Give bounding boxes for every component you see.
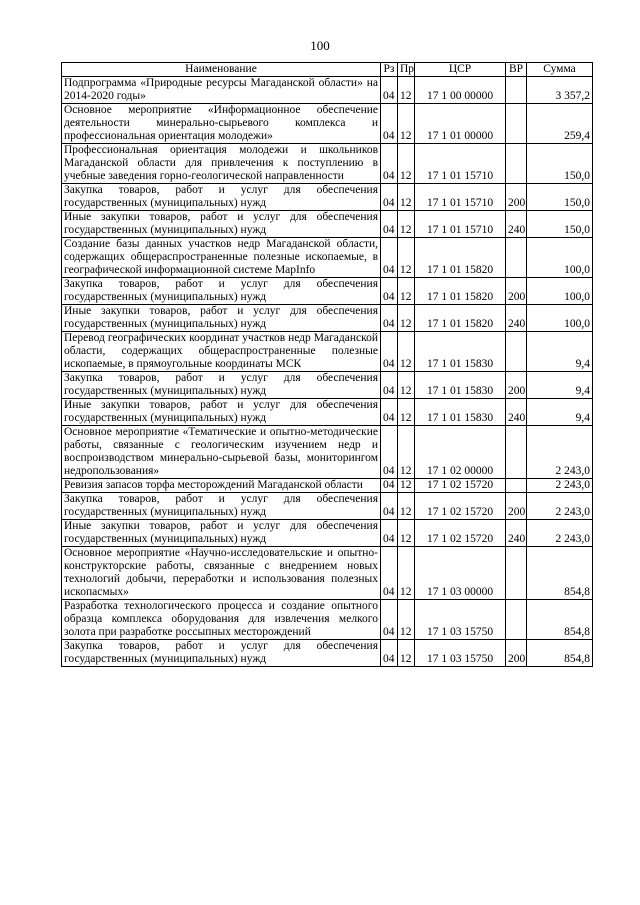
- row-vr: [506, 104, 527, 144]
- row-csr: 17 1 02 15720: [415, 520, 506, 547]
- row-sum: 150,0: [527, 184, 593, 211]
- table-row: [62, 77, 593, 104]
- row-vr: 200: [506, 372, 527, 399]
- row-vr: 200: [506, 640, 527, 667]
- row-pr: 12: [398, 479, 415, 493]
- row-csr: 17 1 01 15710: [415, 211, 506, 238]
- table-body: [62, 77, 593, 667]
- table-row: [62, 600, 593, 640]
- row-rz: 04: [381, 77, 398, 104]
- row-sum: 259,4: [527, 104, 593, 144]
- table-row: [62, 184, 593, 211]
- row-rz: 04: [381, 547, 398, 600]
- row-rz: 04: [381, 426, 398, 479]
- row-csr: 17 1 01 15820: [415, 305, 506, 332]
- row-rz: 04: [381, 332, 398, 372]
- row-vr: 200: [506, 493, 527, 520]
- row-csr: 17 1 03 15750: [415, 640, 506, 667]
- row-pr: 12: [398, 144, 415, 184]
- row-vr: [506, 600, 527, 640]
- row-vr: 240: [506, 305, 527, 332]
- row-pr: 12: [398, 372, 415, 399]
- row-csr: 17 1 00 00000: [415, 77, 506, 104]
- row-sum: 2 243,0: [527, 479, 593, 493]
- row-sum: 9,4: [527, 399, 593, 426]
- table-row: [62, 278, 593, 305]
- row-csr: 17 1 01 15830: [415, 332, 506, 372]
- row-name: Закупка товаров, работ и услуг для обеспечения государственных (муниципальных) нужд: [62, 493, 381, 520]
- row-vr: [506, 332, 527, 372]
- row-sum: 150,0: [527, 144, 593, 184]
- row-rz: 04: [381, 238, 398, 278]
- row-csr: 17 1 01 15710: [415, 144, 506, 184]
- row-csr: 17 1 03 15750: [415, 600, 506, 640]
- header-name: Наименование: [62, 63, 381, 77]
- row-csr: 17 1 01 00000: [415, 104, 506, 144]
- table-row: [62, 426, 593, 479]
- row-sum: 854,8: [527, 600, 593, 640]
- row-sum: 3 357,2: [527, 77, 593, 104]
- row-vr: [506, 426, 527, 479]
- row-name: Перевод географических координат участков недр Магаданской области, содержащих общераспространенные полезные ископаемые, в прямоугольные координаты МСК: [62, 332, 381, 372]
- header-vr: ВР: [506, 63, 527, 77]
- row-name: Основное мероприятие «Научно-исследовательские и опытно-конструкторские работы, связанные с внедрением новых технологий добычи, переработки и использования полезных ископасмых»: [62, 547, 381, 600]
- row-sum: 100,0: [527, 305, 593, 332]
- row-pr: 12: [398, 426, 415, 479]
- row-pr: 12: [398, 332, 415, 372]
- row-name: Основное мероприятие «Тематические и опытно-методические работы, связанные с геологическим изучением недр и воспроизводством минерально-сырьевой базы, мониторингом недропользования»: [62, 426, 381, 479]
- row-csr: 17 1 03 00000: [415, 547, 506, 600]
- row-sum: 854,8: [527, 640, 593, 667]
- table-row: [62, 144, 593, 184]
- table-row: [62, 332, 593, 372]
- row-pr: 12: [398, 77, 415, 104]
- row-csr: 17 1 01 15820: [415, 238, 506, 278]
- row-csr: 17 1 02 15720: [415, 493, 506, 520]
- row-pr: 12: [398, 520, 415, 547]
- row-name: Закупка товаров, работ и услуг для обеспечения государственных (муниципальных) нужд: [62, 278, 381, 305]
- row-pr: 12: [398, 278, 415, 305]
- row-rz: 04: [381, 211, 398, 238]
- page-number: 100: [310, 38, 330, 53]
- row-name: Иные закупки товаров, работ и услуг для обеспечения государственных (муниципальных) нужд: [62, 520, 381, 547]
- table-row: [62, 399, 593, 426]
- row-csr: 17 1 02 15720: [415, 479, 506, 493]
- row-rz: 04: [381, 372, 398, 399]
- row-pr: 12: [398, 104, 415, 144]
- row-pr: 12: [398, 184, 415, 211]
- row-rz: 04: [381, 479, 398, 493]
- row-csr: 17 1 01 15830: [415, 399, 506, 426]
- table-row: [62, 493, 593, 520]
- table-header-row: [62, 63, 593, 77]
- row-vr: 240: [506, 399, 527, 426]
- table-row: [62, 372, 593, 399]
- row-rz: 04: [381, 278, 398, 305]
- row-vr: [506, 77, 527, 104]
- row-rz: 04: [381, 520, 398, 547]
- row-vr: 240: [506, 520, 527, 547]
- row-pr: 12: [398, 493, 415, 520]
- row-vr: 200: [506, 184, 527, 211]
- row-csr: 17 1 02 00000: [415, 426, 506, 479]
- row-sum: 150,0: [527, 211, 593, 238]
- row-sum: 9,4: [527, 332, 593, 372]
- row-sum: 100,0: [527, 278, 593, 305]
- row-name: Иные закупки товаров, работ и услуг для обеспечения государственных (муниципальных) нужд: [62, 211, 381, 238]
- row-sum: 854,8: [527, 547, 593, 600]
- header-csr: ЦСР: [415, 63, 506, 77]
- row-vr: [506, 547, 527, 600]
- table-row: [62, 104, 593, 144]
- row-pr: 12: [398, 211, 415, 238]
- row-csr: 17 1 01 15820: [415, 278, 506, 305]
- row-vr: [506, 238, 527, 278]
- row-sum: 9,4: [527, 372, 593, 399]
- row-vr: [506, 144, 527, 184]
- row-sum: 100,0: [527, 238, 593, 278]
- row-pr: 12: [398, 640, 415, 667]
- table-row: [62, 479, 593, 493]
- row-name: Иные закупки товаров, работ и услуг для обеспечения государственных (муниципальных) нужд: [62, 305, 381, 332]
- row-sum: 2 243,0: [527, 493, 593, 520]
- row-name: Разработка технологического процесса и создание опытного образца комплекса оборудования для извлечения мелкого золота при разработке россыпных месторождений: [62, 600, 381, 640]
- row-name: Ревизия запасов торфа месторождений Магаданской области: [62, 479, 381, 493]
- row-name: Иные закупки товаров, работ и услуг для обеспечения государственных (муниципальных) нужд: [62, 399, 381, 426]
- row-name: Закупка товаров, работ и услуг для обеспечения государственных (муниципальных) нужд: [62, 372, 381, 399]
- row-pr: 12: [398, 399, 415, 426]
- row-csr: 17 1 01 15710: [415, 184, 506, 211]
- table-row: [62, 211, 593, 238]
- row-pr: 12: [398, 600, 415, 640]
- table-row: [62, 547, 593, 600]
- row-vr: [506, 479, 527, 493]
- row-pr: 12: [398, 305, 415, 332]
- row-rz: 04: [381, 640, 398, 667]
- row-rz: 04: [381, 600, 398, 640]
- row-name: Создание базы данных участков недр Магаданской области, содержащих общераспространенные полезные ископаемые, в географической информационной системе MapInfo: [62, 238, 381, 278]
- table-row: [62, 640, 593, 667]
- row-rz: 04: [381, 493, 398, 520]
- row-vr: 200: [506, 278, 527, 305]
- header-pr: Пр: [398, 63, 415, 77]
- header-rz: Рз: [381, 63, 398, 77]
- row-name: Основное мероприятие «Информационное обеспечение деятельности минерально-сырьевого комплекса и профессиональная ориентация молодежи»: [62, 104, 381, 144]
- row-sum: 2 243,0: [527, 520, 593, 547]
- row-vr: 240: [506, 211, 527, 238]
- row-rz: 04: [381, 184, 398, 211]
- row-pr: 12: [398, 238, 415, 278]
- row-name: Подпрограмма «Природные ресурсы Магаданской области» на 2014-2020 годы»: [62, 77, 381, 104]
- row-rz: 04: [381, 305, 398, 332]
- row-name: Профессиональная ориентация молодежи и школьников Магаданской области для привлечения к поступлению в учебные заведения горно-геологической направленности: [62, 144, 381, 184]
- row-name: Закупка товаров, работ и услуг для обеспечения государственных (муниципальных) нужд: [62, 184, 381, 211]
- table-row: [62, 238, 593, 278]
- row-rz: 04: [381, 104, 398, 144]
- table-row: [62, 305, 593, 332]
- row-rz: 04: [381, 144, 398, 184]
- row-name: Закупка товаров, работ и услуг для обеспечения государственных (муниципальных) нужд: [62, 640, 381, 667]
- row-sum: 2 243,0: [527, 426, 593, 479]
- row-csr: 17 1 01 15830: [415, 372, 506, 399]
- budget-table: [61, 62, 593, 667]
- row-rz: 04: [381, 399, 398, 426]
- table-row: [62, 520, 593, 547]
- row-pr: 12: [398, 547, 415, 600]
- header-sum: Сумма: [527, 63, 593, 77]
